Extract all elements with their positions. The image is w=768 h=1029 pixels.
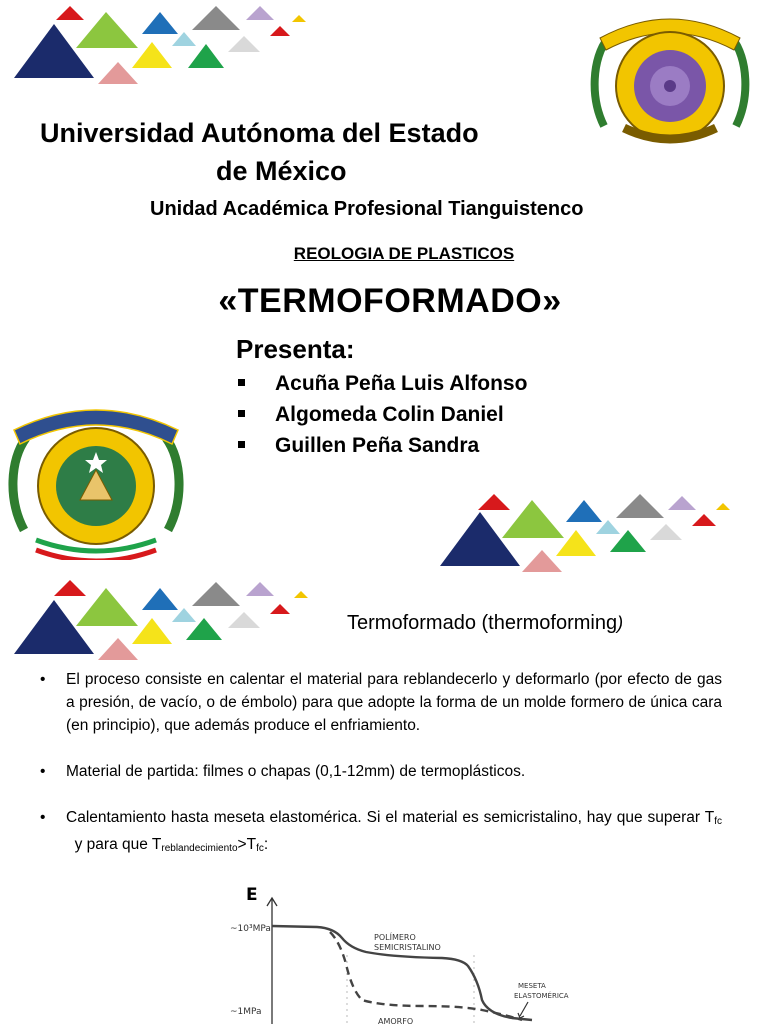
- university-name: [40, 114, 560, 190]
- y-tick-low: ~1MPa: [230, 1007, 262, 1017]
- curve-label-amorphous: AMORFO: [378, 1017, 414, 1024]
- presenter-item: Acuña Peña Luis Alfonso: [238, 368, 527, 399]
- triangle-decoration-middle: [440, 492, 740, 572]
- main-title: «TERMOFORMADO»: [218, 282, 562, 320]
- bullet-square-icon: [238, 410, 245, 417]
- university-name-line1: Universidad Autónoma del Estado: [40, 118, 479, 148]
- presenters-label: Presenta:: [236, 334, 355, 364]
- bullet-item: • El proceso consiste en calentar el material para reblandecerlo y deformarlo (por efecto de gas a presión, de vacío, o de émbolo) para que adopte la forma de un molde formero de única cara (en principio), que además produce el enfriamiento.: [40, 668, 722, 737]
- presenter-item: Algomeda Colin Daniel: [238, 399, 527, 430]
- university-name-line2: de México: [216, 156, 347, 186]
- triangle-decoration-top: [14, 6, 314, 86]
- presenter-item: Guillen Peña Sandra: [238, 430, 527, 461]
- curve-label-semicrystalline-1: POLÍMERO: [374, 933, 416, 942]
- plateau-label-1: MESETA: [518, 982, 546, 990]
- modulus-graph: [222, 880, 622, 1029]
- bullet-item: • Material de partida: filmes o chapas (0,1-12mm) de termoplásticos.: [40, 760, 722, 783]
- bullet-dot-icon: •: [40, 809, 46, 826]
- bullet-dot-icon: •: [40, 763, 46, 780]
- academic-unit: Unidad Académica Profesional Tianguistenco: [150, 198, 584, 220]
- university-seal-purple: [590, 8, 750, 155]
- university-seal-green: [6, 400, 186, 565]
- bullet-dot-icon: •: [40, 671, 46, 688]
- presenters-list: [238, 368, 527, 461]
- curve-label-semicrystalline-2: SEMICRISTALINO: [374, 943, 441, 952]
- bullet-square-icon: [238, 379, 245, 386]
- bullet-list: [40, 668, 722, 883]
- y-tick-high: ~10³MPa: [230, 924, 271, 934]
- triangle-decoration-lower: [14, 580, 314, 660]
- subject-heading: REOLOGIA DE PLASTICOS: [293, 244, 515, 263]
- bullet-item: • Calentamiento hasta meseta elastomérica. Si el material es semicristalino, hay que superar $T_{fc}$ y para que $T_{reblandecimiento}>T_{fc}$:: [40, 806, 722, 860]
- bullet-square-icon: [238, 441, 245, 448]
- plateau-label-2: ELASTOMÉRICA: [514, 992, 569, 1000]
- y-axis-label: E: [246, 885, 258, 905]
- section-title: Termoformado (thermoforming): [347, 612, 624, 634]
- plateau-arrow-icon: [520, 1002, 528, 1016]
